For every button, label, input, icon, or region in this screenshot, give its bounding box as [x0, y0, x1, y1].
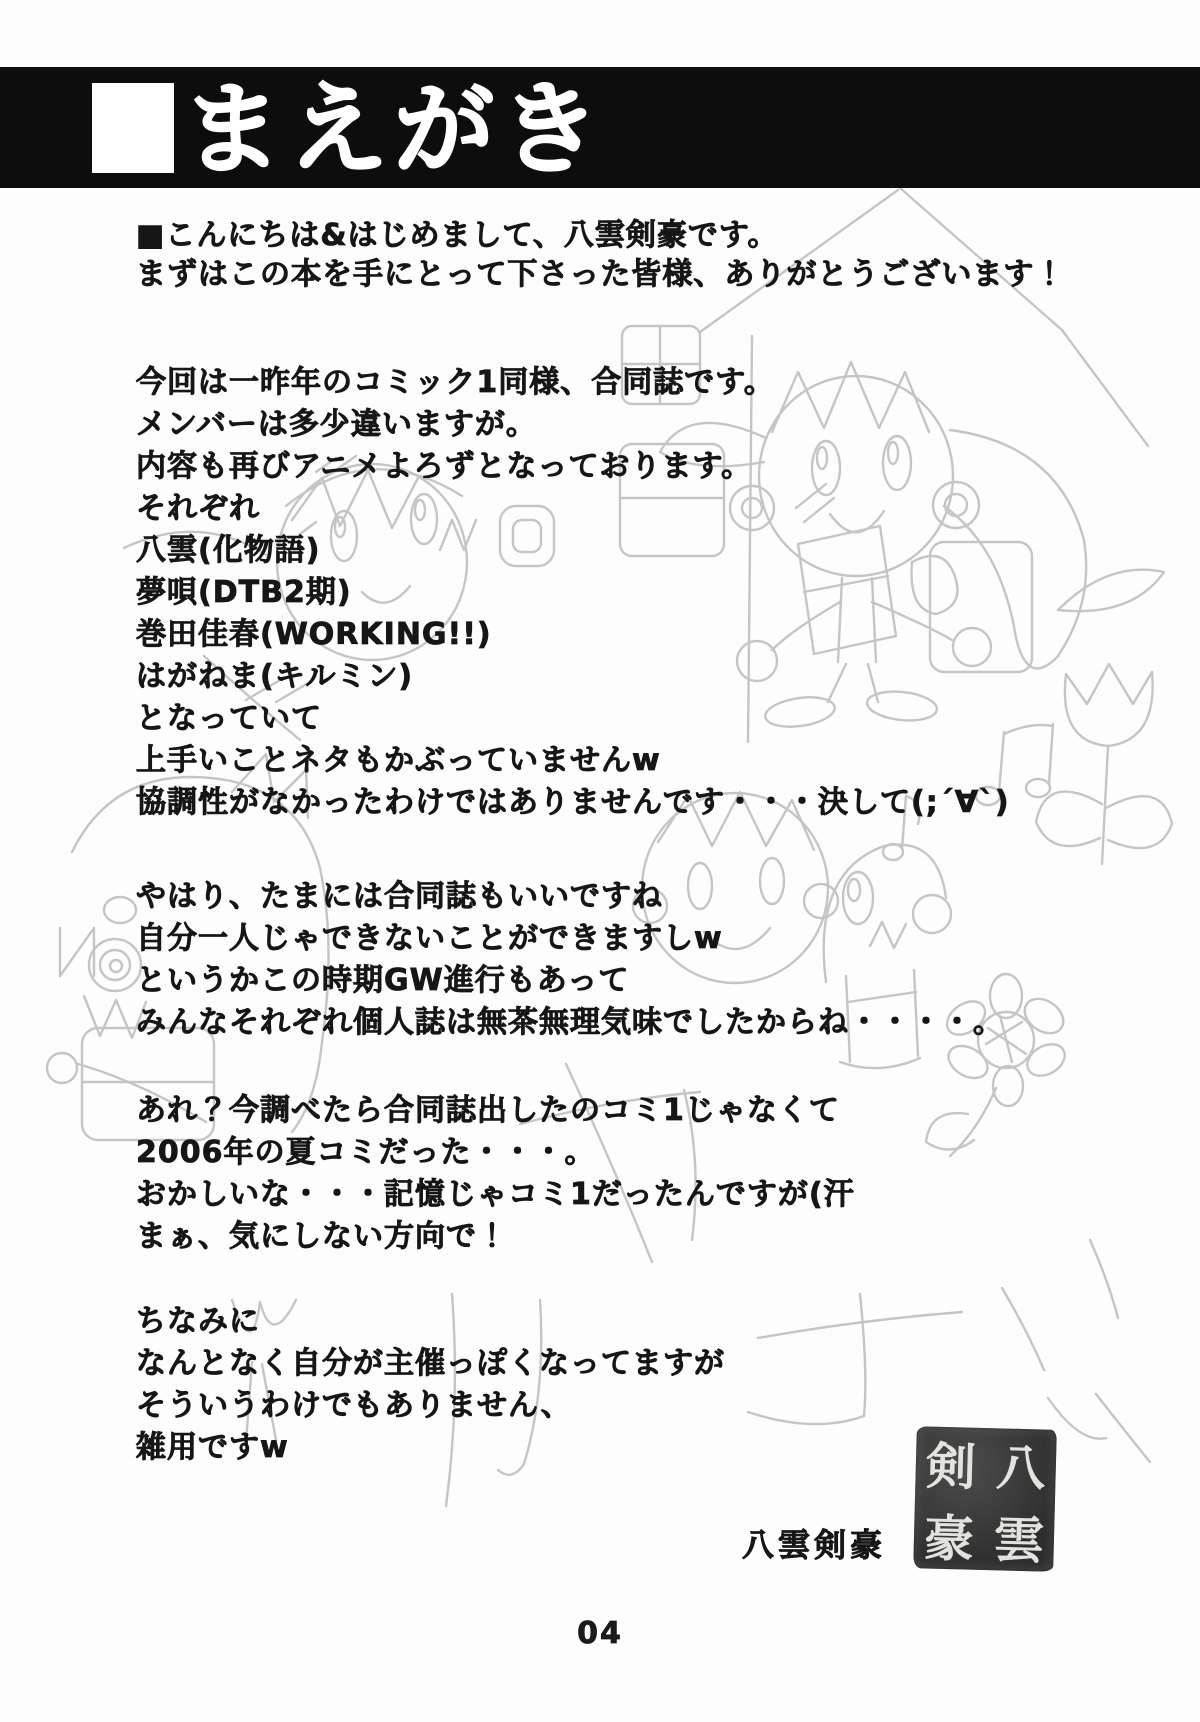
- text-line: そういうわけでもありません、: [136, 1388, 572, 1423]
- text-line: みんなそれぞれ個人誌は無茶無理気味でしたからね・・・・。: [136, 1005, 1004, 1040]
- paragraph-postscript: [136, 1301, 725, 1469]
- text-line: やはり、たまには合同誌もいいですね: [136, 879, 663, 914]
- text-line: 雑用ですw: [136, 1430, 289, 1465]
- artist-seal-stamp: [913, 1426, 1057, 1572]
- artist-signature: 八雲剣豪: [742, 1526, 887, 1564]
- text-line: 八雲(化物語): [136, 533, 321, 568]
- paragraph-greeting: [136, 216, 1065, 294]
- text-line: 内容も再びアニメよろずとなっております。: [136, 449, 753, 484]
- paragraph-joint-book: [136, 876, 1004, 1044]
- text-line: ちなみに: [136, 1304, 260, 1339]
- paragraph-memory: [136, 1090, 855, 1258]
- page-header-banner: [0, 67, 1200, 188]
- text-line: それぞれ: [136, 491, 260, 526]
- sketch-tulip: [1036, 570, 1172, 864]
- text-line: 自分一人じゃできないことができますしw: [136, 921, 723, 956]
- text-line: まぁ、気にしない方向で！: [136, 1219, 508, 1254]
- text-line: なんとなく自分が主催っぽくなってますが: [136, 1346, 725, 1381]
- text-line: おかしいな・・・記憶じゃコミ1だったんですが(汗: [136, 1177, 855, 1212]
- seal-char: 雲: [993, 1511, 1045, 1571]
- text-line: あれ？今調べたら合同誌出したのコミ1じゃなくて: [136, 1093, 840, 1128]
- text-line: 協調性がなかったわけではありませんです・・・決して(;´∀`): [136, 785, 1010, 820]
- header-bullet-square: [92, 83, 174, 173]
- text-line: 上手いことネタもかぶっていませんw: [136, 743, 661, 778]
- page-title: まえがき: [182, 71, 606, 188]
- text-line: まずはこの本を手にとって下さった皆様、ありがとうございます！: [136, 257, 1066, 292]
- seal-char: 八: [995, 1439, 1047, 1499]
- text-line: 夢唄(DTB2期): [136, 575, 352, 610]
- seal-char: 剣: [925, 1437, 977, 1497]
- text-line: というかこの時期GW進行もあって: [136, 963, 630, 998]
- page-number: 04: [577, 1616, 623, 1651]
- text-line: 2006年の夏コミだった・・・。: [136, 1135, 596, 1170]
- text-line: となっていて: [136, 701, 322, 736]
- text-line: メンバーは多少違いますが。: [136, 407, 537, 442]
- seal-char: 豪: [923, 1509, 975, 1569]
- text-line: ■こんにちは&はじめまして、八雲剣豪です。: [136, 218, 779, 253]
- text-line: 巻田佳春(WORKING!!): [136, 617, 492, 652]
- paragraph-members: [136, 362, 1010, 824]
- text-line: 今回は一昨年のコミック1同様、合同誌です。: [136, 365, 775, 400]
- text-line: はがねま(キルミン): [136, 659, 414, 694]
